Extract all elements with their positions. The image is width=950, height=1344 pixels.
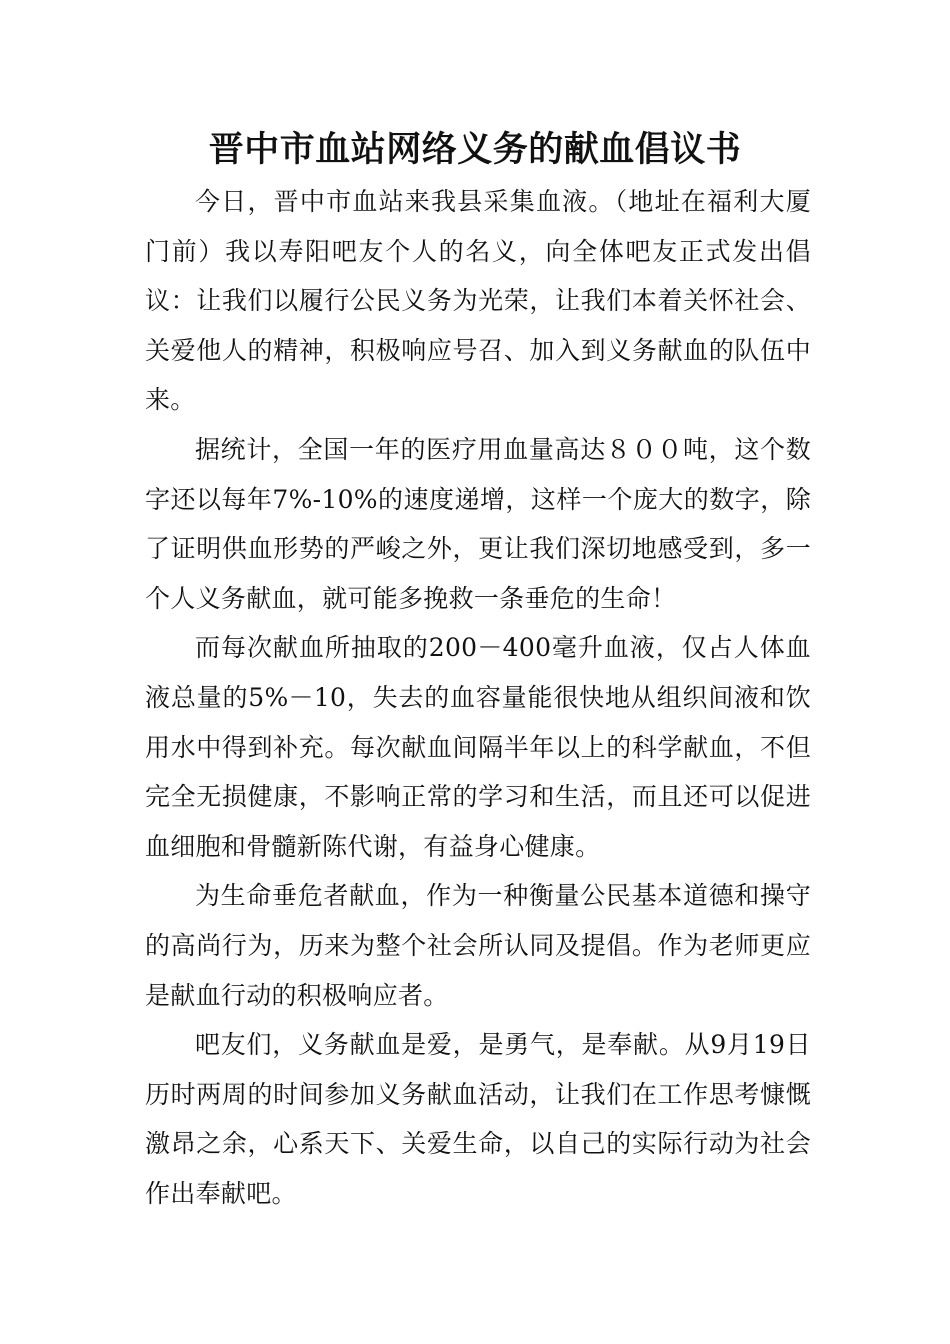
document-body xyxy=(145,177,811,1218)
paragraph-3: 而每次献血所抽取的200－400毫升血液，仅占人体血液总量的5%－10，失去的血容量能很快地从组织间液和饮用水中得到补充。每次献血间隔半年以上的科学献血，不但完全无损健康，不影响正常的学习和生活，而且还可以促进血细胞和骨髓新陈代谢，有益身心健康。 xyxy=(145,633,811,861)
paragraph-1: 今日，晋中市血站来我县采集血液。（地址在福利大厦门前）我以寿阳吧友个人的名义，向全体吧友正式发出倡议：让我们以履行公民义务为光荣，让我们本着关怀社会、关爱他人的精神，积极响应号召、加入到义务献血的队伍中来。 xyxy=(145,187,811,415)
document-title: 晋中市血站网络义务的献血倡议书 xyxy=(208,130,742,170)
paragraph-4: 为生命垂危者献血，作为一种衡量公民基本道德和操守的高尚行为，历来为整个社会所认同及提倡。作为老师更应是献血行动的积极响应者。 xyxy=(145,881,811,1010)
paragraph-5: 吧友们，义务献血是爱，是勇气，是奉献。从9月19日历时两周的时间参加义务献血活动，让我们在工作思考慷慨激昂之余，心系天下、关爱生命，以自己的实际行动为社会作出奉献吧。 xyxy=(145,1030,811,1208)
paragraph-2: 据统计，全国一年的医疗用血量高达８００吨，这个数字还以每年7%-10%的速度递增，这样一个庞大的数字，除了证明供血形势的严峻之外，更让我们深切地感受到，多一个人义务献血，就可能多挽救一条垂危的生命！ xyxy=(145,434,811,613)
